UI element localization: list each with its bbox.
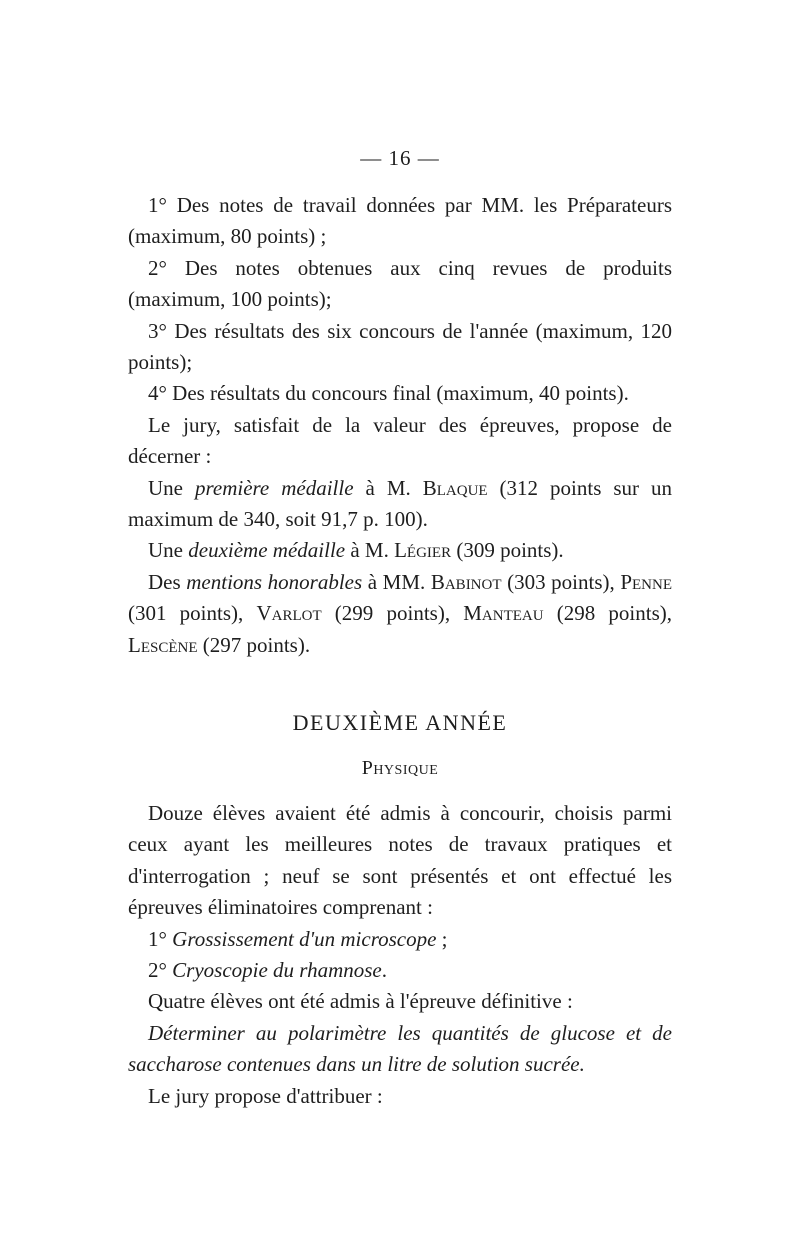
section-title: DEUXIÈME ANNÉE <box>292 710 508 736</box>
recipient-name: Légier <box>394 538 452 563</box>
criteria-item-1: 1° Des notes de travail données par MM. les Préparateurs (maximum, 80 points) ; <box>128 193 672 249</box>
text-run: à M. <box>353 475 423 500</box>
criteria-item-2: 2° Des notes obtenues aux cinq revues de produits (maximum, 100 points); <box>128 255 672 312</box>
text-run: (298 points), <box>543 601 673 626</box>
text-run: . <box>381 957 388 982</box>
award-second-medal <box>128 535 672 566</box>
award-honorable-mentions <box>128 567 672 661</box>
text-run: (301 points), <box>128 601 257 626</box>
section-subtitle: Physique <box>361 756 439 779</box>
test-item-1 <box>128 924 672 955</box>
criteria-item-4: 4° Des résultats du concours final (maximum, 40 points). <box>148 381 629 406</box>
final-test-paragraph: Quatre élèves ont été admis à l'épreuve définitive : <box>148 989 573 1014</box>
text-run: à M. <box>345 538 395 563</box>
text-run: 2° <box>148 957 173 982</box>
text-run: (299 points), <box>321 601 464 626</box>
text-run: 1° <box>148 926 173 951</box>
text-run: (297 points). <box>197 632 311 657</box>
medal-label: première médaille <box>194 475 354 500</box>
text-run: (312 points sur un maximum de 340, soit 91,7 p. 100). <box>128 475 673 532</box>
text-run: (309 points). <box>451 538 564 563</box>
test-name: Grossissement d'un microscope <box>172 926 437 951</box>
text-run: Des <box>148 569 187 594</box>
recipient-name: Babinot <box>430 569 502 594</box>
award-first-medal <box>128 473 672 536</box>
test-item-2 <box>128 955 672 986</box>
recipient-name: Lescène <box>128 632 198 657</box>
text-run: Une <box>148 538 189 563</box>
final-task <box>128 1018 672 1081</box>
recipient-name: Varlot <box>256 601 322 626</box>
jury-closing: Le jury propose d'attribuer : <box>148 1083 383 1108</box>
text-run: Une <box>148 475 195 500</box>
page-number: — 16 — <box>360 146 440 170</box>
recipient-name: Manteau <box>463 601 544 626</box>
text-run: ; <box>436 926 448 951</box>
test-name: Cryoscopie du rhamnose <box>172 957 382 982</box>
recipient-name: Blaque <box>422 475 488 500</box>
criteria-item-3: 3° Des résultats des six concours de l'année (maximum, 120 points); <box>128 318 672 375</box>
recipient-name: Penne <box>620 569 673 594</box>
text-run: (303 points), <box>501 569 621 594</box>
jury-paragraph: Le jury, satisfait de la valeur des épreuves, propose de décerner : <box>128 412 672 469</box>
intro-paragraph: Douze élèves avaient été admis à concourir, choisis parmi ceux ayant les meilleures notes de travaux pratiques et d'interrogation ; neuf se sont présentés et ont effectué les épreuves éliminatoires comprenant : <box>128 800 672 920</box>
mention-label: mentions honorables <box>186 569 363 594</box>
task-text: Déterminer au polarimètre les quantités de glucose et de saccharose contenues dans un litre de solution sucrée. <box>128 1020 672 1077</box>
text-run: à MM. <box>362 569 431 594</box>
medal-label: deuxième médaille <box>188 538 346 563</box>
page-text <box>128 190 672 1112</box>
